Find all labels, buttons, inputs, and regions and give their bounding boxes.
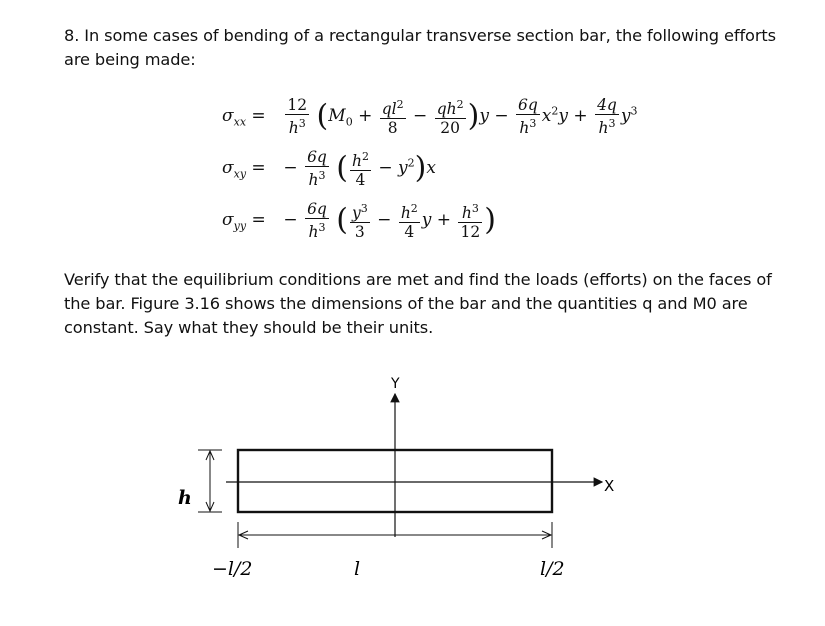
y-axis-label: Y [391,376,400,392]
x-axis-label: X [604,477,615,495]
length-label: l [354,558,361,580]
fraction: $\frac{h^2}{4}$ [351,150,369,190]
equation-sigma-xx: $\sigma_{xx}$ = $\frac{12}{h^3}$ ($M_0$ + $\frac{ql^2}{8}$ − $\frac{qh^2}{20}$ )y − $\frac{6q}{h^3}$ $x^2y$ + $\frac{4q}{h^3}$ $y^3$ [222,96,638,138]
lhs-sigma-xy: $\sigma_{xy}$ = [222,158,266,181]
fraction: $\frac{qh^2}{20}$ [436,98,464,138]
fraction: $\frac{h^3}{12}$ [460,202,481,242]
fraction: $\frac{h^2}{4}$ [400,202,418,242]
fraction: $\frac{12}{h^3}$ [287,96,308,138]
bar-figure [170,372,650,592]
left-label: −l/2 [212,558,253,580]
h-label: h [178,487,192,509]
right-label: l/2 [540,558,565,580]
fraction: $\frac{6q}{h^3}$ [518,96,538,138]
fraction: $\frac{ql^2}{8}$ [381,98,404,138]
fraction: $\frac{y^3}{3}$ [351,202,368,242]
lhs-sigma-xx: $\sigma_{xx}$ = [222,106,266,129]
fraction: $\frac{6q}{h^3}$ [307,200,327,242]
equations-block [222,92,642,252]
fraction: $\frac{4q}{h^3}$ [597,96,617,138]
fraction: $\frac{6q}{h^3}$ [307,148,327,190]
lhs-sigma-yy: $\sigma_{yy}$ = [222,210,266,233]
equation-sigma-yy: $\sigma_{yy}$ = − $\frac{6q}{h^3}$ ( $\frac{y^3}{3}$ − $\frac{h^2}{4}$ y + $\frac{h^3}{12}$ ) [222,200,496,242]
problem-statement: 8. In some cases of bending of a rectangular transverse section bar, the following efforts are being made: [64,26,776,69]
verify-paragraph: Verify that the equilibrium conditions are met and find the loads (efforts) on the faces of the bar. Figure 3.16 shows the dimensions of the bar and the quantities q and M0 are constant. Say what they should be their units. [64,270,772,337]
equation-sigma-xy: $\sigma_{xy}$ = − $\frac{6q}{h^3}$ ( $\frac{h^2}{4}$ − $y^2)x$ [222,148,436,190]
